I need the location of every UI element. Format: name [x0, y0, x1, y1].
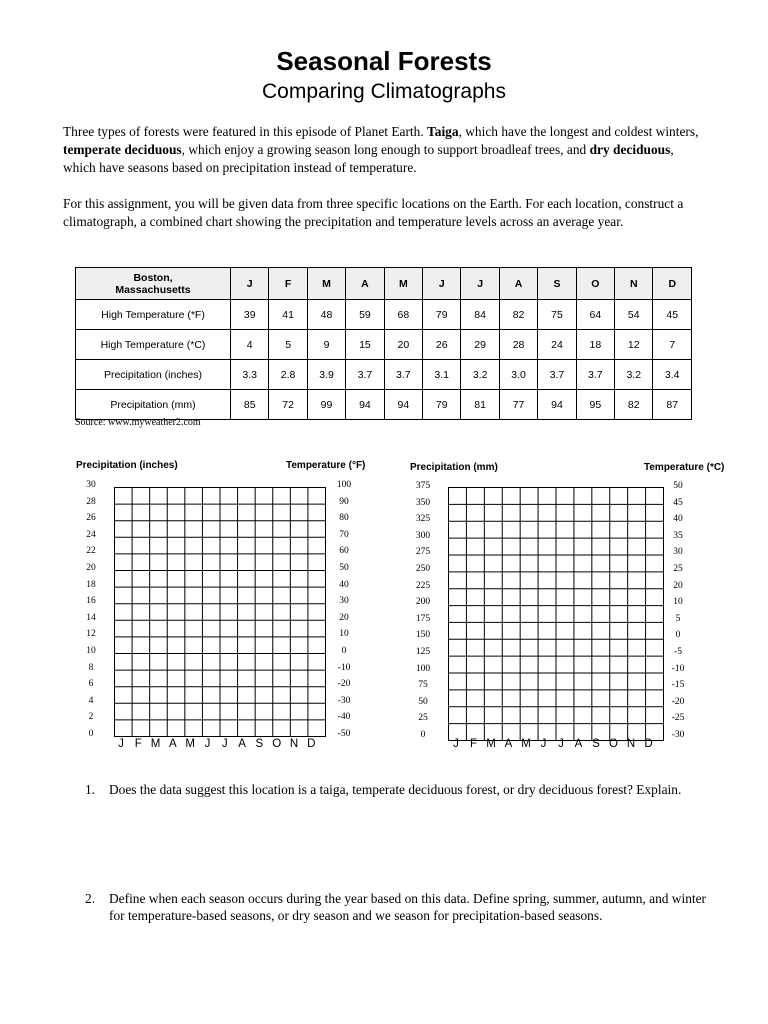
question-number: 1. — [85, 782, 96, 797]
month-axis-label: D — [307, 738, 316, 750]
temp-axis-tick: -15 — [671, 680, 685, 691]
table-cell: 82 — [499, 300, 537, 330]
month-header: N — [615, 268, 653, 300]
temp-axis-tick: -50 — [337, 729, 351, 739]
temp-axis-tick: 90 — [339, 496, 349, 507]
month-header: S — [538, 268, 576, 300]
table-cell: 54 — [615, 300, 653, 330]
term-temperate-deciduous: temperate deciduous — [63, 142, 182, 157]
precip-axis-tick: 14 — [86, 612, 96, 623]
left-chart-temp-title: Temperature (°F) — [286, 460, 366, 471]
data-source: Source: www.myweather2.com — [75, 417, 201, 428]
precip-axis-tick: 0 — [420, 730, 426, 740]
term-taiga: Taiga — [427, 124, 459, 139]
temp-axis-tick: 30 — [673, 547, 683, 558]
row-label: High Temperature (*C) — [76, 330, 231, 360]
month-axis-label: A — [238, 738, 246, 750]
month-axis-label: M — [521, 738, 531, 750]
question-text: Does the data suggest this location is a taiga, temperate deciduous forest, or dry deciduous forest? Explain. — [109, 782, 682, 797]
precip-axis-tick: 10 — [86, 646, 96, 656]
temp-axis-tick: -25 — [671, 713, 685, 724]
table-cell: 94 — [384, 390, 422, 420]
table-cell: 15 — [346, 330, 384, 360]
table-cell: 39 — [231, 300, 269, 330]
month-axis-label: O — [272, 738, 282, 750]
table-cell: 3.7 — [538, 360, 576, 390]
temp-axis-tick: 20 — [339, 612, 349, 623]
temp-axis-tick: -5 — [674, 647, 682, 657]
table-cell: 41 — [269, 300, 307, 330]
intro-paragraph-1 — [63, 123, 708, 177]
month-header: J — [423, 268, 461, 300]
temp-axis-tick: 5 — [675, 613, 681, 624]
table-cell: 3.0 — [499, 360, 537, 390]
row-label: High Temperature (*F) — [76, 300, 231, 330]
month-axis-label: A — [169, 738, 177, 750]
temp-axis-tick: -30 — [671, 730, 685, 740]
month-axis-label: S — [592, 738, 600, 750]
month-axis-label: J — [204, 738, 211, 750]
month-header: O — [576, 268, 614, 300]
intro-paragraph-2: For this assignment, you will be given data from three specific locations on the Earth. For each location, construct a climatograph, a combined chart showing the precipitation and temperature levels across an average year. — [63, 196, 684, 229]
precip-axis-tick: 8 — [88, 662, 94, 673]
table-cell: 85 — [231, 390, 269, 420]
precip-axis-tick: 325 — [415, 514, 431, 525]
temp-axis-tick: 10 — [339, 629, 349, 640]
precip-axis-tick: 28 — [86, 496, 96, 507]
table-cell: 94 — [538, 390, 576, 420]
table-cell: 18 — [576, 330, 614, 360]
right-chart-temp-title: Temperature (*C) — [644, 462, 725, 473]
precip-axis-tick: 25 — [418, 713, 428, 724]
page-title: Seasonal Forests — [276, 46, 492, 76]
table-cell: 28 — [499, 330, 537, 360]
precip-axis-tick: 16 — [86, 596, 96, 607]
page-subtitle: Comparing Climatographs — [262, 80, 506, 103]
row-label: Precipitation (mm) — [76, 390, 231, 420]
intro-text: , which enjoy a growing season long enough to support broadleaf trees, and — [181, 142, 587, 157]
left-chart-grid — [114, 487, 326, 737]
table-cell: 64 — [576, 300, 614, 330]
table-cell: 3.2 — [461, 360, 499, 390]
table-cell: 12 — [615, 330, 653, 360]
month-axis-label: A — [504, 738, 513, 750]
temp-axis-tick: -20 — [671, 696, 685, 707]
month-header: F — [269, 268, 307, 300]
precip-axis-tick: 100 — [415, 663, 431, 674]
month-axis-label: O — [609, 738, 618, 750]
month-axis-label: J — [118, 738, 124, 750]
location-line-1: Boston, — [133, 271, 173, 284]
table-cell: 5 — [269, 330, 307, 360]
month-axis-label: F — [469, 738, 478, 750]
month-header: M — [307, 268, 345, 300]
table-cell: 99 — [307, 390, 345, 420]
precip-axis-tick: 6 — [88, 679, 94, 690]
table-cell: 20 — [384, 330, 422, 360]
temp-axis-tick: 20 — [673, 580, 683, 591]
table-cell: 7 — [653, 330, 692, 360]
month-axis-label: N — [626, 738, 636, 750]
month-axis-label: M — [486, 738, 496, 750]
table-cell: 72 — [269, 390, 307, 420]
temp-axis-tick: 40 — [673, 514, 683, 525]
month-header: J — [231, 268, 269, 300]
precip-axis-tick: 375 — [415, 481, 431, 491]
temp-axis-tick: 0 — [341, 646, 347, 656]
temp-axis-tick: 40 — [339, 579, 349, 590]
month-axis-label: M — [150, 738, 161, 750]
table-row — [76, 390, 692, 420]
temp-axis-tick: 30 — [339, 596, 349, 607]
temp-axis-tick: 50 — [339, 563, 349, 573]
intro-text: Three types of forests were featured in this episode of Planet Earth. — [63, 124, 424, 139]
precip-axis-tick: 175 — [415, 613, 431, 624]
table-cell: 79 — [423, 390, 461, 420]
temp-axis-tick: 50 — [673, 481, 683, 491]
table-cell: 59 — [346, 300, 384, 330]
question-number: 2. — [85, 891, 96, 906]
table-cell: 45 — [653, 300, 692, 330]
precip-axis-tick: 26 — [86, 513, 96, 524]
precip-axis-tick: 200 — [415, 597, 431, 608]
precip-axis-tick: 0 — [88, 729, 94, 739]
temp-axis-tick: 70 — [339, 529, 349, 540]
table-cell: 68 — [384, 300, 422, 330]
precip-axis-tick: 350 — [415, 497, 431, 508]
left-chart-precip-title: Precipitation (inches) — [76, 460, 178, 471]
month-axis-label: J — [453, 738, 459, 750]
table-cell: 79 — [423, 300, 461, 330]
precip-axis-tick: 300 — [415, 530, 431, 541]
temp-axis-tick: -40 — [337, 712, 351, 723]
climate-data-table — [75, 267, 692, 420]
temp-axis-tick: 0 — [675, 630, 681, 641]
table-cell: 3.4 — [653, 360, 692, 390]
precip-axis-tick: 2 — [88, 712, 94, 723]
precip-axis-tick: 20 — [86, 563, 96, 573]
month-header: M — [384, 268, 422, 300]
month-axis-label: J — [540, 738, 547, 750]
temp-axis-tick: 80 — [339, 513, 349, 524]
temp-axis-tick: 35 — [673, 530, 683, 541]
table-cell: 9 — [307, 330, 345, 360]
temp-axis-tick: -30 — [337, 695, 351, 706]
month-axis-label: J — [558, 738, 564, 750]
temp-axis-tick: 10 — [673, 597, 683, 608]
temp-axis-tick: -10 — [671, 663, 685, 674]
term-dry-deciduous: dry deciduous — [589, 142, 671, 157]
month-axis-label: F — [134, 738, 142, 750]
table-row — [76, 360, 692, 390]
temp-axis-tick: -10 — [337, 662, 351, 673]
row-label: Precipitation (inches) — [76, 360, 231, 390]
table-cell: 4 — [231, 330, 269, 360]
month-axis-label: D — [644, 738, 653, 750]
month-axis-label: A — [574, 738, 583, 750]
precip-axis-tick: 12 — [86, 629, 96, 640]
temp-axis-tick: 60 — [339, 546, 349, 557]
precip-axis-tick: 125 — [415, 647, 431, 657]
precip-axis-tick: 225 — [415, 580, 431, 591]
precip-axis-tick: 250 — [415, 564, 431, 574]
intro-text: , which have the longest and coldest winters, — [458, 124, 699, 139]
temp-axis-tick: -20 — [337, 679, 351, 690]
precip-axis-tick: 22 — [86, 546, 96, 557]
table-cell: 95 — [576, 390, 614, 420]
temp-axis-tick: 45 — [673, 497, 683, 508]
precip-axis-tick: 75 — [418, 680, 428, 691]
table-row — [76, 330, 692, 360]
table-cell: 3.7 — [346, 360, 384, 390]
month-axis-label: M — [185, 738, 195, 750]
table-cell: 94 — [346, 390, 384, 420]
month-header: A — [499, 268, 537, 300]
right-chart-grid — [448, 487, 664, 741]
precip-axis-tick: 150 — [415, 630, 431, 641]
precip-axis-tick: 30 — [86, 480, 96, 490]
right-chart-precip-title: Precipitation (mm) — [410, 462, 498, 473]
precip-axis-tick: 24 — [86, 529, 96, 540]
table-cell: 75 — [538, 300, 576, 330]
precip-axis-tick: 275 — [415, 547, 431, 558]
precip-axis-tick: 50 — [418, 696, 428, 707]
table-cell: 26 — [423, 330, 461, 360]
table-cell: 3.7 — [576, 360, 614, 390]
month-header: A — [346, 268, 384, 300]
month-axis-label: N — [289, 738, 299, 750]
table-cell: 3.1 — [423, 360, 461, 390]
month-axis-label: J — [221, 738, 228, 750]
table-cell: 87 — [653, 390, 692, 420]
table-cell: 82 — [615, 390, 653, 420]
table-cell: 77 — [499, 390, 537, 420]
table-cell: 3.3 — [231, 360, 269, 390]
month-header: J — [461, 268, 499, 300]
location-header — [76, 268, 231, 300]
table-cell: 3.7 — [384, 360, 422, 390]
temp-axis-tick: 25 — [673, 564, 683, 574]
location-line-2: Massachusetts — [115, 283, 191, 296]
table-cell: 3.2 — [615, 360, 653, 390]
table-cell: 24 — [538, 330, 576, 360]
table-cell: 81 — [461, 390, 499, 420]
table-row — [76, 300, 692, 330]
month-axis-label: S — [255, 738, 264, 750]
table-cell: 3.9 — [307, 360, 345, 390]
table-cell: 48 — [307, 300, 345, 330]
table-cell: 29 — [461, 330, 499, 360]
temp-axis-tick: 100 — [336, 480, 352, 490]
table-cell: 84 — [461, 300, 499, 330]
intro-text: , which have seasons based on precipitation instead of temperature. — [63, 142, 674, 175]
precip-axis-tick: 18 — [86, 579, 96, 590]
month-header: D — [653, 268, 692, 300]
table-cell: 2.8 — [269, 360, 307, 390]
question-text: Define when each season occurs during the year based on this data. Define spring, summer, autumn, and winter for temperature-based seasons, or dry season and we season for precipitation-based seasons. — [109, 891, 707, 923]
table-header-row — [76, 268, 692, 300]
precip-axis-tick: 4 — [88, 695, 94, 706]
